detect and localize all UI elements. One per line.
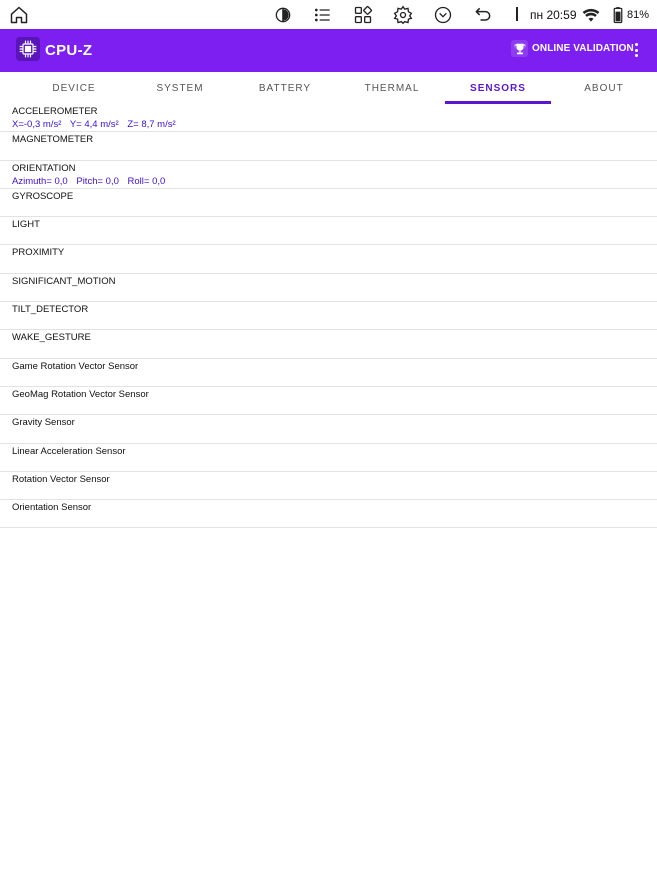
roll-value: Roll= 0,0: [127, 175, 166, 187]
trophy-icon: [511, 40, 528, 57]
sensor-name: Orientation Sensor: [12, 502, 92, 514]
sensor-name: Rotation Vector Sensor: [12, 473, 110, 485]
settings-icon[interactable]: [392, 4, 414, 26]
sensor-row-tilt-detector[interactable]: [0, 302, 657, 330]
sensor-row-gravity[interactable]: [0, 415, 657, 443]
sensor-row-game-rotation-vector[interactable]: [0, 359, 657, 387]
chevron-down-circle-icon[interactable]: [432, 4, 454, 26]
home-icon[interactable]: [8, 4, 30, 26]
sensor-name: ORIENTATION: [12, 162, 76, 174]
sensor-name: Gravity Sensor: [12, 417, 75, 429]
sensor-row-geomag-rotation-vector[interactable]: [0, 387, 657, 415]
sensor-name: GeoMag Rotation Vector Sensor: [12, 388, 149, 400]
sensor-row-proximity[interactable]: [0, 245, 657, 273]
sensor-row-significant-motion[interactable]: [0, 274, 657, 302]
app-bar: [0, 29, 657, 72]
sensor-name: MAGNETOMETER: [12, 134, 94, 146]
tab-device[interactable]: DEVICE: [52, 82, 96, 94]
eink-refresh-icon[interactable]: [272, 4, 294, 26]
cpu-chip-icon: [16, 37, 40, 61]
list-icon[interactable]: [312, 4, 334, 26]
sensor-row-rotation-vector[interactable]: [0, 472, 657, 500]
pitch-value: Pitch= 0,0: [76, 175, 119, 187]
accel-x-value: X=-0,3 m/s²: [12, 119, 62, 130]
tab-battery[interactable]: BATTERY: [258, 82, 312, 94]
tab-system[interactable]: SYSTEM: [156, 82, 204, 94]
apps-icon[interactable]: [352, 4, 374, 26]
sensor-values: [12, 119, 182, 130]
sensor-name: Game Rotation Vector Sensor: [12, 360, 139, 372]
overflow-menu-icon[interactable]: [628, 39, 644, 61]
azimuth-value: Azimuth= 0,0: [12, 175, 68, 187]
tab-sensors[interactable]: SENSORS: [470, 82, 526, 94]
sensor-row-orientation-sensor[interactable]: [0, 500, 657, 528]
wifi-icon: [580, 4, 602, 26]
sensor-name: GYROSCOPE: [12, 190, 74, 202]
sensor-name: TILT_DETECTOR: [12, 304, 89, 316]
battery-level: 81%: [627, 9, 650, 21]
back-icon[interactable]: [472, 4, 494, 26]
status-separator: [516, 7, 518, 21]
accel-z-value: Z= 8,7 m/s²: [127, 119, 176, 130]
online-validation-button[interactable]: [511, 40, 634, 57]
sensor-name: LIGHT: [12, 219, 40, 231]
sensor-name: PROXIMITY: [12, 247, 65, 259]
battery-icon: [607, 4, 629, 26]
sensor-name: WAKE_GESTURE: [12, 332, 91, 344]
sensor-name: SIGNIFICANT_MOTION: [12, 275, 116, 287]
sensor-list: [0, 104, 657, 528]
sensor-row-accelerometer[interactable]: [0, 104, 657, 132]
sensor-row-gyroscope[interactable]: [0, 189, 657, 217]
sensor-values: [12, 176, 171, 187]
sensor-name: ACCELEROMETER: [12, 106, 98, 117]
clock: пн 20:59: [530, 8, 577, 22]
tab-bar: [0, 72, 657, 104]
accel-y-value: Y= 4,4 m/s²: [69, 119, 119, 130]
app-title: CPU-Z: [45, 42, 93, 59]
tab-thermal[interactable]: THERMAL: [364, 82, 420, 94]
tab-about[interactable]: ABOUT: [584, 82, 624, 94]
sensor-row-magnetometer[interactable]: [0, 132, 657, 160]
sensor-row-light[interactable]: [0, 217, 657, 245]
sensor-row-linear-acceleration[interactable]: [0, 444, 657, 472]
online-validation-label: ONLINE VALIDATION: [532, 43, 634, 54]
sensor-name: Linear Acceleration Sensor: [12, 445, 126, 457]
status-bar: [0, 0, 657, 29]
sensor-row-wake-gesture[interactable]: [0, 330, 657, 358]
sensor-row-orientation[interactable]: [0, 161, 657, 189]
